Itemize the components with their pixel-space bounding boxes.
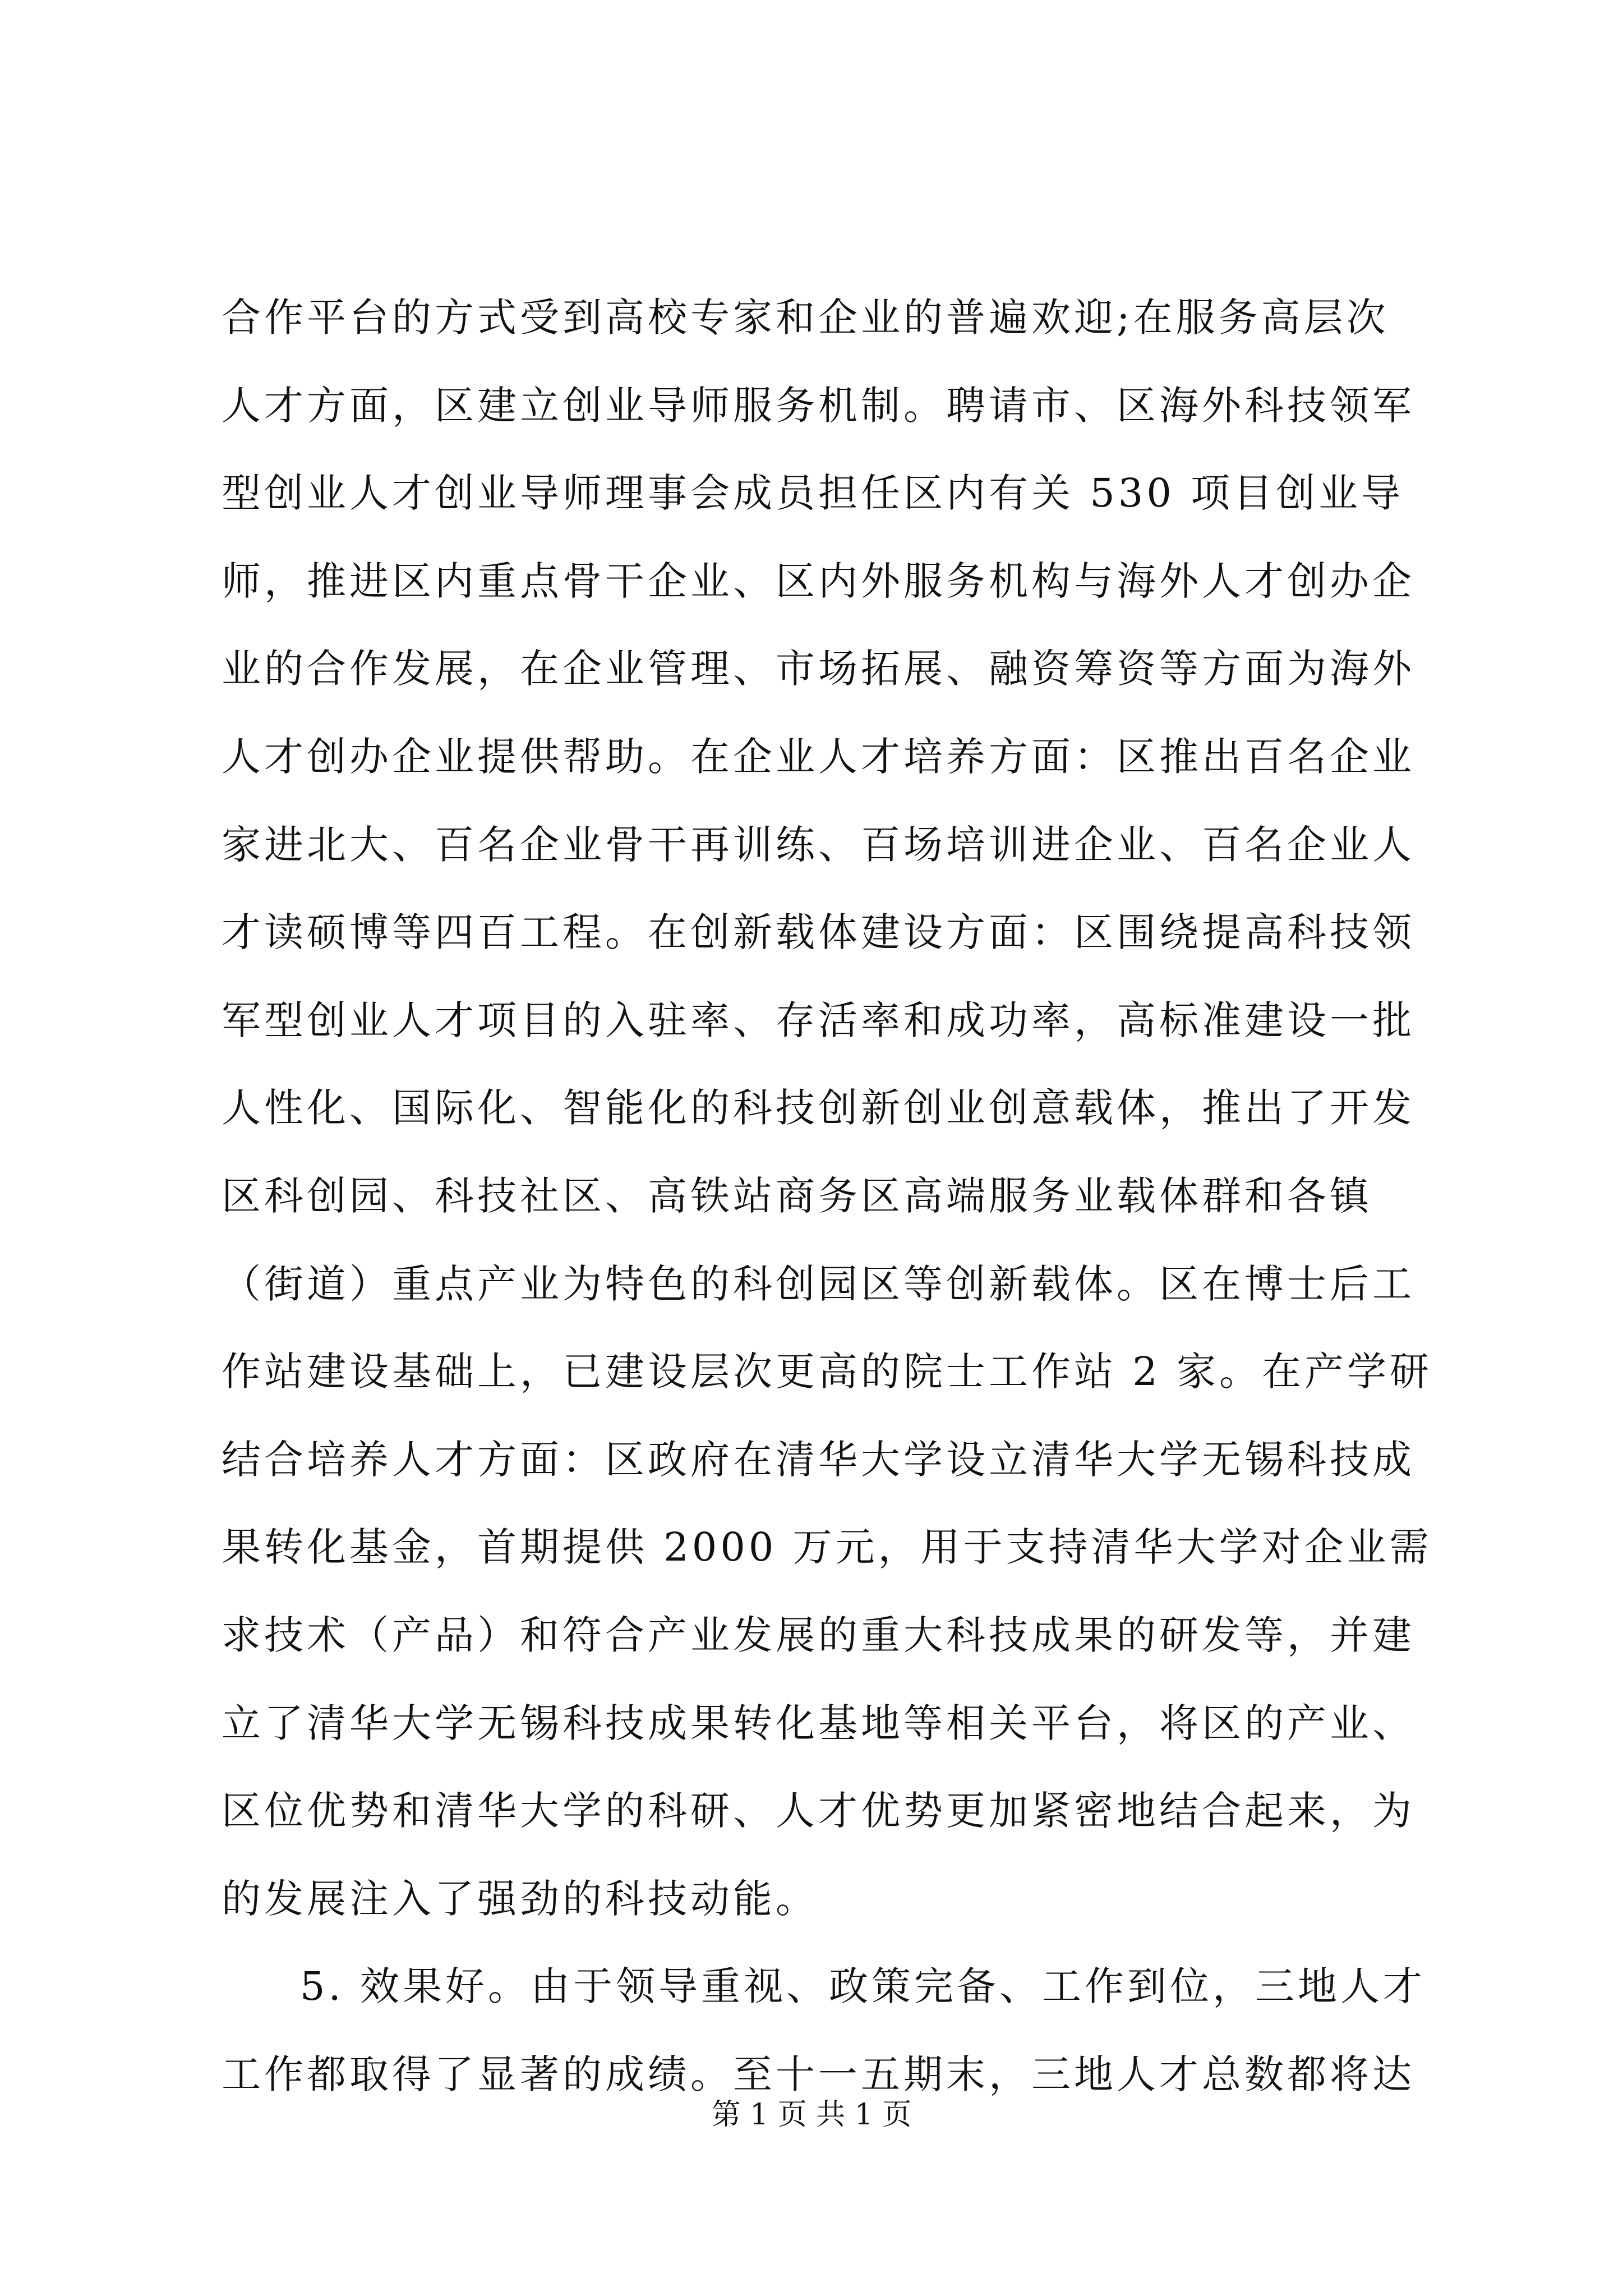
text-line: （街道）重点产业为特色的科创园区等创新载体。区在博士后工 [222, 1260, 1415, 1307]
text-line: 的发展注入了强劲的科技动能。 [222, 1875, 818, 1922]
text-line: 才读硕博等四百工程。在创新载体建设方面：区围绕提高科技领 [222, 909, 1415, 956]
text-line: 家进北大、百名企业骨干再训练、百场培训进企业、百名企业人 [222, 821, 1415, 868]
text-line: 合作平台的方式受到高校专家和企业的普遍欢迎;在服务高层次 [222, 295, 1389, 341]
paragraph-start-line: 5. 效果好。由于领导重视、政策完备、工作到位，三地人才 [300, 1963, 1426, 2010]
text-line: 人才方面，区建立创业导师服务机制。聘请市、区海外科技领军 [222, 382, 1415, 429]
text-line: 区科创园、科技社区、高铁站商务区高端服务业载体群和各镇 [222, 1172, 1372, 1219]
text-line: 人性化、国际化、智能化的科技创新创业创意载体，推出了开发 [222, 1085, 1415, 1131]
page-footer: 第 1 页 共 1 页 [711, 2098, 912, 2132]
body-text [222, 274, 1433, 2118]
text-line: 工作都取得了显著的成绩。至十一五期末，三地人才总数都将达 [222, 2051, 1415, 2097]
text-line: 果转化基金，首期提供 2000 万元，用于支持清华大学对企业需 [222, 1524, 1432, 1571]
text-line: 区位优势和清华大学的科研、人才优势更加紧密地结合起来，为 [222, 1788, 1415, 1834]
text-line: 型创业人才创业导师理事会成员担任区内有关 530 项目创业导 [222, 470, 1404, 517]
text-line: 立了清华大学无锡科技成果转化基地等相关平台，将区的产业、 [222, 1700, 1415, 1746]
text-line: 业的合作发展，在企业管理、市场拓展、融资筹资等方面为海外 [222, 646, 1415, 692]
text-line: 结合培养人才方面：区政府在清华大学设立清华大学无锡科技成 [222, 1436, 1415, 1483]
text-line: 师，推进区内重点骨干企业、区内外服务机构与海外人才创办企 [222, 558, 1415, 604]
text-line: 作站建设基础上，已建设层次更高的院士工作站 2 家。在产学研 [222, 1349, 1433, 1395]
text-line: 军型创业人才项目的入驻率、存活率和成功率，高标准建设一批 [222, 997, 1415, 1043]
text-line: 人才创办企业提供帮助。在企业人才培养方面：区推出百名企业 [222, 733, 1415, 780]
text-line: 求技术（产品）和符合产业发展的重大科技成果的研发等，并建 [222, 1612, 1415, 1658]
